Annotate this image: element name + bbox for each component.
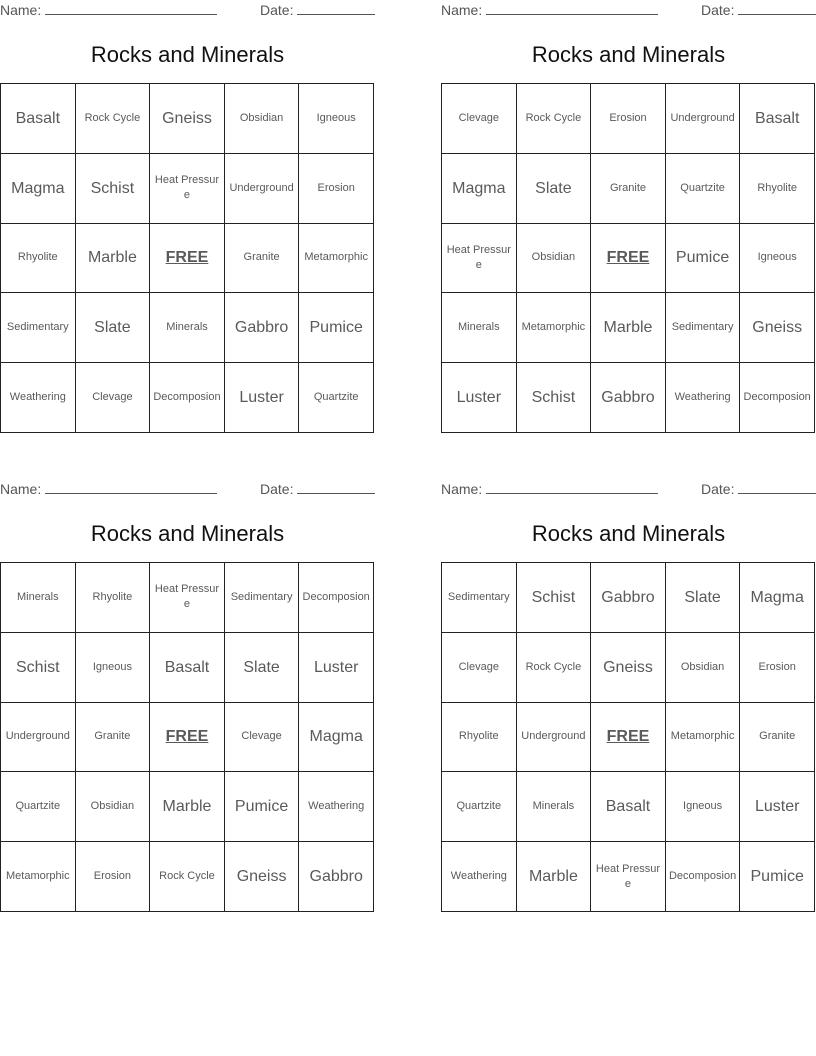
bingo-cell: Rock Cycle [150, 842, 225, 912]
bingo-cell: Gneiss [150, 84, 225, 154]
bingo-cell: Basalt [591, 772, 666, 842]
bingo-cell: Magma [299, 703, 374, 773]
bingo-cell: Metamorphic [1, 842, 76, 912]
bingo-cell: Schist [517, 363, 592, 433]
bingo-cell: Basalt [1, 84, 76, 154]
bingo-cell: Underground [225, 154, 300, 224]
date-field[interactable]: Date: [701, 481, 816, 497]
bingo-cell: Heat Pressure [591, 842, 666, 912]
bingo-cell: Sedimentary [442, 563, 517, 633]
name-field[interactable]: Name: [441, 2, 658, 18]
bingo-cell: Granite [76, 703, 151, 773]
bingo-cell: Minerals [1, 563, 76, 633]
bingo-cell: Quartzite [1, 772, 76, 842]
bingo-cell: Quartzite [442, 772, 517, 842]
bingo-cell: Magma [1, 154, 76, 224]
bingo-cell: Obsidian [517, 224, 592, 294]
bingo-cell: Rhyolite [740, 154, 815, 224]
bingo-cell: Luster [442, 363, 517, 433]
bingo-cell: Quartzite [299, 363, 374, 433]
free-cell: FREE [591, 703, 666, 773]
bingo-cell: Magma [740, 563, 815, 633]
date-field[interactable]: Date: [260, 2, 375, 18]
bingo-cell: Basalt [150, 633, 225, 703]
card-title: Rocks and Minerals [531, 42, 726, 67]
bingo-cell: Marble [150, 772, 225, 842]
bingo-cell: Clevage [442, 84, 517, 154]
card-title: Rocks and Minerals [90, 521, 285, 546]
bingo-cell: Underground [666, 84, 741, 154]
bingo-grid [0, 83, 374, 433]
bingo-cell: Schist [1, 633, 76, 703]
bingo-cell: Pumice [740, 842, 815, 912]
bingo-cell: Luster [225, 363, 300, 433]
bingo-cell: Magma [442, 154, 517, 224]
bingo-cell: Marble [591, 293, 666, 363]
bingo-card-3 [0, 479, 375, 919]
bingo-cell: Slate [666, 563, 741, 633]
name-field[interactable]: Name: [0, 2, 217, 18]
bingo-cell: Gabbro [591, 563, 666, 633]
bingo-cell: Schist [517, 563, 592, 633]
bingo-card-1 [0, 0, 375, 440]
bingo-cell: Minerals [150, 293, 225, 363]
bingo-cell: Rock Cycle [517, 633, 592, 703]
bingo-cell: Pumice [225, 772, 300, 842]
free-cell: FREE [150, 224, 225, 294]
bingo-cell: Gabbro [591, 363, 666, 433]
name-field[interactable]: Name: [441, 481, 658, 497]
bingo-cell: Obsidian [225, 84, 300, 154]
bingo-cell: Obsidian [76, 772, 151, 842]
bingo-cell: Igneous [666, 772, 741, 842]
bingo-card-2 [441, 0, 816, 440]
card-header [0, 481, 375, 499]
bingo-cell: Heat Pressure [150, 563, 225, 633]
bingo-cell: Erosion [299, 154, 374, 224]
bingo-cell: Sedimentary [225, 563, 300, 633]
bingo-cell: Rhyolite [442, 703, 517, 773]
bingo-cell: Gneiss [591, 633, 666, 703]
bingo-cell: Decomposion [666, 842, 741, 912]
bingo-cell: Underground [1, 703, 76, 773]
card-header [441, 481, 816, 499]
bingo-cell: Metamorphic [517, 293, 592, 363]
bingo-cell: Underground [517, 703, 592, 773]
bingo-cell: Gabbro [299, 842, 374, 912]
bingo-cell: Weathering [442, 842, 517, 912]
bingo-cell: Rock Cycle [76, 84, 151, 154]
card-title: Rocks and Minerals [90, 42, 285, 67]
bingo-cell: Heat Pressure [150, 154, 225, 224]
bingo-cell: Gneiss [225, 842, 300, 912]
bingo-cell: Weathering [666, 363, 741, 433]
bingo-cell: Quartzite [666, 154, 741, 224]
bingo-cell: Sedimentary [666, 293, 741, 363]
bingo-cell: Igneous [76, 633, 151, 703]
bingo-grid [0, 562, 374, 912]
bingo-cell: Basalt [740, 84, 815, 154]
free-cell: FREE [150, 703, 225, 773]
card-title: Rocks and Minerals [531, 521, 726, 546]
bingo-cell: Granite [591, 154, 666, 224]
bingo-cell: Sedimentary [1, 293, 76, 363]
date-field[interactable]: Date: [260, 481, 375, 497]
bingo-cell: Igneous [740, 224, 815, 294]
bingo-cell: Rhyolite [1, 224, 76, 294]
bingo-cell: Erosion [591, 84, 666, 154]
bingo-cell: Marble [517, 842, 592, 912]
date-field[interactable]: Date: [701, 2, 816, 18]
bingo-card-4 [441, 479, 816, 919]
bingo-cell: Erosion [76, 842, 151, 912]
bingo-cell: Marble [76, 224, 151, 294]
bingo-grid [441, 562, 815, 912]
bingo-cell: Clevage [225, 703, 300, 773]
card-header [441, 2, 816, 20]
bingo-cell: Metamorphic [666, 703, 741, 773]
bingo-cell: Decomposion [150, 363, 225, 433]
bingo-cell: Granite [740, 703, 815, 773]
bingo-cell: Weathering [299, 772, 374, 842]
bingo-grid [441, 83, 815, 433]
bingo-cell: Luster [299, 633, 374, 703]
bingo-cell: Obsidian [666, 633, 741, 703]
bingo-cell: Minerals [442, 293, 517, 363]
bingo-cell: Decomposion [299, 563, 374, 633]
card-header [0, 2, 375, 20]
bingo-cell: Slate [76, 293, 151, 363]
bingo-cell: Clevage [442, 633, 517, 703]
bingo-cell: Metamorphic [299, 224, 374, 294]
bingo-cell: Weathering [1, 363, 76, 433]
bingo-cell: Igneous [299, 84, 374, 154]
bingo-cell: Rock Cycle [517, 84, 592, 154]
bingo-cell: Rhyolite [76, 563, 151, 633]
bingo-cell: Slate [225, 633, 300, 703]
bingo-cell: Slate [517, 154, 592, 224]
bingo-cell: Erosion [740, 633, 815, 703]
bingo-cell: Decomposion [740, 363, 815, 433]
bingo-cell: Pumice [299, 293, 374, 363]
bingo-cell: Clevage [76, 363, 151, 433]
bingo-cell: Luster [740, 772, 815, 842]
bingo-cell: Schist [76, 154, 151, 224]
bingo-cell: Gneiss [740, 293, 815, 363]
bingo-cell: Pumice [666, 224, 741, 294]
bingo-cell: Granite [225, 224, 300, 294]
free-cell: FREE [591, 224, 666, 294]
name-field[interactable]: Name: [0, 481, 217, 497]
bingo-cell: Heat Pressure [442, 224, 517, 294]
bingo-cell: Gabbro [225, 293, 300, 363]
bingo-cell: Minerals [517, 772, 592, 842]
